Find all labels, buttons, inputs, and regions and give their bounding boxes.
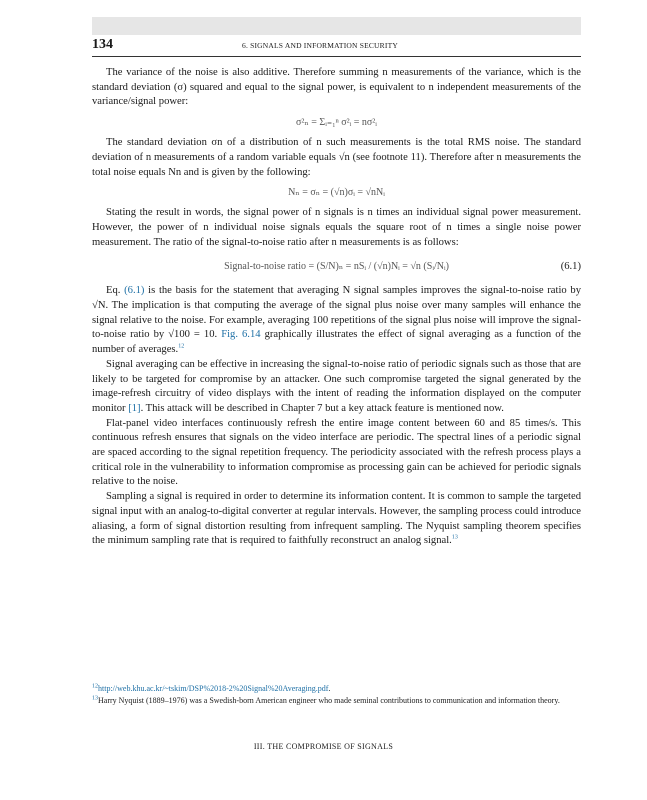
footnote-13-number: 13: [92, 695, 98, 702]
paragraph-4-text-b: is the basis for the statement that averaging N signal samples improves the signal-to-noise ratio by √N. The implication is that computing the average of the signal plus noise over many samples will enhance the signal relative to the noise. For example, averaging 100 repetitions of the signal plus noise will improve the signal-to-noise ratio by √100 = 10.: [92, 285, 581, 341]
page-header: [92, 36, 581, 57]
equation-number: (6.1): [560, 261, 581, 273]
paragraph-4-text-c: graphically illustrates the effect of signal averaging as a function of the number of averages.: [92, 329, 581, 356]
footnote-12-url-link[interactable]: http://web.khu.ac.kr/~tskim/DSP%2018-2%20Signal%20Averaging.pdf: [98, 684, 329, 693]
equation-6-1: [92, 250, 581, 284]
paragraph-5-text-a: Signal averaging can be effective in increasing the signal-to-noise ratio of periodic signals such as those that are likely to be targeted for compromise by an attacker. One such compromise targeted the signal generated by the image-refresh circuitry of video displays with the intent of reading the information displayed on the computer monitor: [92, 358, 581, 414]
footnote-12-marker[interactable]: 12: [178, 343, 185, 350]
paragraph-3: Stating the result in words, the signal power of n signals is n times an individual signal power measurement. However, the power of n individual noise signals equals the square root of n times a single noise power measurement. The ratio of the signal-to-noise ratio after n measurements is as follows:: [92, 207, 581, 248]
page-footer: III. THE COMPROMISE OF SIGNALS: [253, 742, 394, 751]
footnote-13-text: Harry Nyquist (1889–1976) was a Swedish-born American engineer who made seminal contributions to communication and information theory.: [98, 696, 560, 705]
paragraph-5-text-b: . This attack will be described in Chapter 7 but a key attack feature is mentioned now.: [140, 402, 504, 414]
paragraph-4-text-a: Eq.: [106, 285, 125, 297]
figure-reference-link[interactable]: Fig. 6.14: [221, 329, 261, 341]
paragraph-7: [92, 490, 581, 549]
running-head: 6. SIGNALS AND INFORMATION SECURITY: [242, 41, 398, 50]
footnote-12-end: .: [328, 684, 331, 693]
equation-total-noise: Nₙ = σₙ = (√n)σᵢ = √nNᵢ: [288, 187, 385, 199]
paragraph-5: [92, 358, 581, 417]
equation-6-1-body: Signal-to-noise ratio = (S/N)ₙ = nSᵢ / (√n)Nᵢ = √n (Sᵢ/Nᵢ): [224, 261, 449, 273]
paragraph-6: Flat-panel video interfaces continuously refresh the entire image content between 60 and 85 times/s. This continuous refresh ensures that signals on the video interface are periodic. The spectral lines of a periodic signal are spaced according to the signal repetition frequency. The periodicity associated with the refresh process plays a critical role in the vulnerability to information compromise as processing gain can be achieved for periodic signals relative to the noise.: [92, 417, 581, 488]
footnote-12-number: 12: [92, 683, 98, 690]
paragraph-7-text: Sampling a signal is required in order to determine its information content. It is common to sample the targeted signal input with an analog-to-digital converter at regular intervals. However, the sampling process could introduce aliasing, a form of signal distortion resulting from infrequent sampling. The Nyquist sampling theorem specifies the minimum sampling rate that is required to faithfully reconstruct an analog signal.: [92, 491, 581, 547]
top-gray-band: [92, 17, 581, 35]
equation-variance-sum: σ²ₙ = Σᵢ₌₁ⁿ σ²ᵢ = nσ²ᵢ: [296, 117, 377, 129]
footnote-13-marker[interactable]: 13: [451, 534, 458, 541]
body-text: [92, 66, 581, 549]
page-number: 134: [92, 37, 113, 52]
footnote-12: [92, 683, 581, 695]
paragraph-1: The variance of the noise is also additive. Therefore summing n measurements of the variance, which is the standard deviation (σ) squared and equal to the signal power, is equivalent to n independent measurements of the variance/signal power:: [92, 67, 581, 108]
footnote-13: [92, 695, 581, 707]
footnotes: [92, 683, 581, 707]
paragraph-2: The standard deviation σn of a distribution of n such measurements is the total RMS noise. The standard deviation of n measurements of a random variable equals √n (see footnote 11). Therefore after n measurements the total noise equals Nn and is given by the following:: [92, 137, 581, 178]
paragraph-4: [92, 284, 581, 358]
equation-reference-link[interactable]: (6.1): [124, 285, 145, 297]
citation-link[interactable]: [1]: [128, 402, 141, 414]
